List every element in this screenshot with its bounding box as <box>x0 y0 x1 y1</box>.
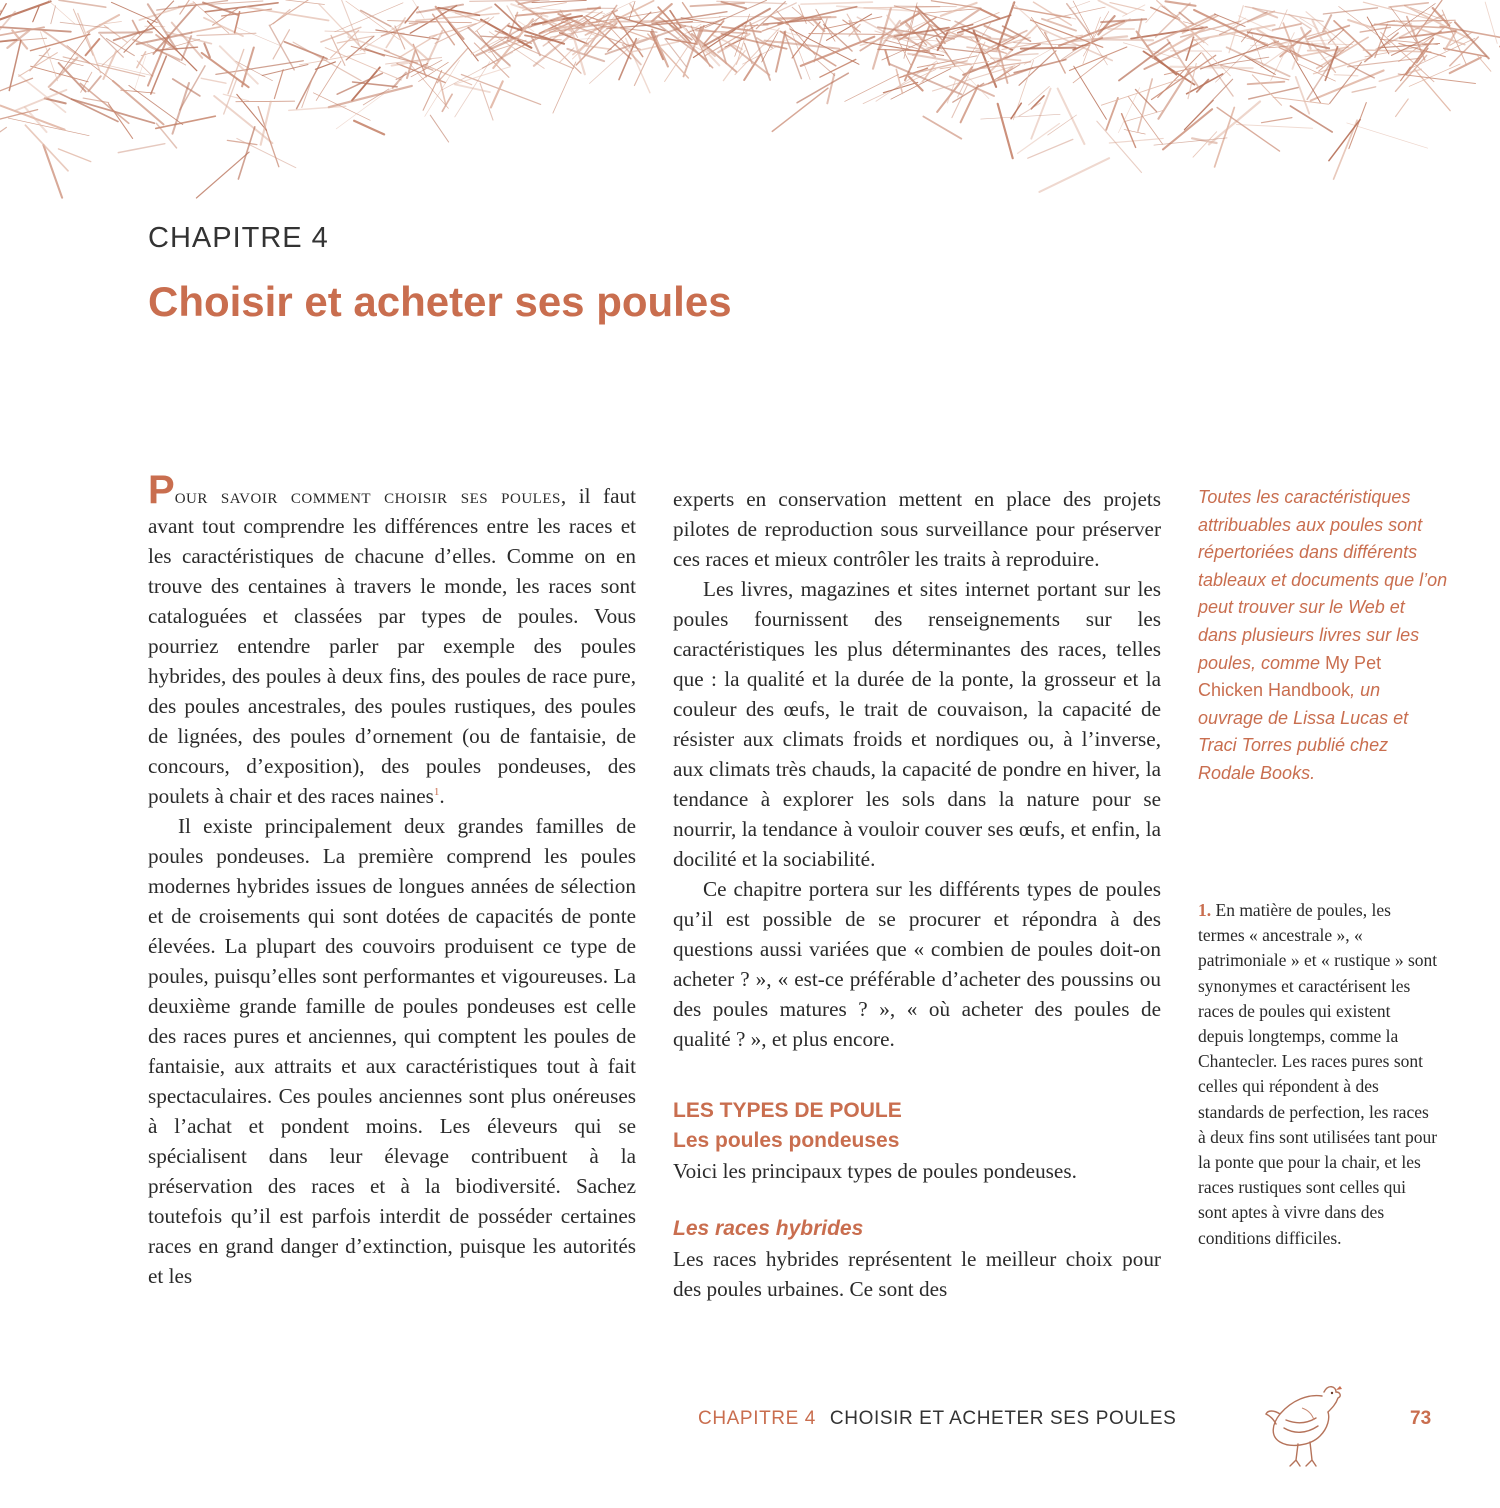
subsubsection-heading: Les races hybrides <box>673 1217 864 1240</box>
chapter-title: Choisir et acheter ses poules <box>148 278 732 325</box>
sidenote <box>1198 484 1448 788</box>
straw-header-illustration <box>0 0 1500 200</box>
paragraph: Voici les principaux types de poules pondeuses. <box>673 1159 1077 1183</box>
paragraph: experts en conservation mettent en place des projets pilotes de reproduction sous surveillance pour préserver ces races et mieux contrôler les traits à reproduire. <box>673 487 1161 571</box>
paragraph: Les livres, magazines et sites internet portant sur les poules fournissent des renseignements sur les caractéristiques les plus déterminantes des races, telles que : la qualité et la durée de la ponte, la grosseur et la couleur des œufs, le trait de couvaison, la capacité de résister aux climats froids et nordiques ou, à l’inverse, aux climats très chauds, la capacité de pondre en hiver, la tendance à explorer les sols dans la nature pour se nourrir, la tendance à vouloir couver ses œufs, et enfin, la docilité et la sociabilité. <box>673 577 1161 871</box>
section-heading: LES TYPES DE POULE <box>673 1099 902 1122</box>
footnote <box>1198 898 1438 1251</box>
paragraph: Ce chapitre portera sur les différents types de poules qu’il est possible de se procurer et répondra à des questions aussi variées que « combien de poules doit-on acheter ? », « est-ce préférable d’acheter des poussins ou des poules matures ? », « où acheter des poules de qualité ? », et plus encore. <box>673 877 1161 1051</box>
paragraph: Il existe principalement deux grandes familles de poules pondeuses. La première comprend les poules modernes hybrides issues de longues années de sélection et de croisements qui sont dotées de capacités de ponte élevées. La plupart des couvoirs produisent ce type de poules, puisqu’elles sont performantes et vigoureuses. La deuxième grande famille de poules pondeuses est celle des races pures et anciennes, qui comptent les poules de fantaisie, aux attraits et aux caractéristiques tout à fait spectaculaires. Ces poules anciennes sont plus onéreuses à l’achat et pondent moins. Les éleveurs qui se spécialisent dans leur élevage contribuent à la préservation des races et à la biodiversité. Sachez toutefois qu’il est parfois interdit de posséder certaines races en grand danger d’extinction, puisque les autorités et les <box>148 814 636 1288</box>
body-column-left <box>148 468 637 1291</box>
paragraph: Les races hybrides représentent le meilleur choix pour des poules urbaines. Ce sont des <box>673 1247 1161 1301</box>
footnote-text: En matière de poules, les termes « ancestrale », « patrimoniale » et « rustique » sont synonymes et caractérisent les races de poules qui existent depuis longtemps, comme la Chantecler. Les races pures sont celles qui répondent à des standards de perfection, les races à deux fins sont utilisées tant pour la ponte que pour la chair, et les races rustiques sont celles qui sont aptes à vivre dans des conditions difficiles. <box>1198 900 1438 1248</box>
page-number: 73 <box>1410 1408 1432 1429</box>
subsection-heading: Les poules pondeuses <box>673 1129 900 1152</box>
footnote-reference[interactable]: 1 <box>433 785 440 798</box>
book-title: My Pet Chicken Handbook <box>1198 652 1382 701</box>
hen-icon <box>1262 1380 1352 1472</box>
small-caps-lead: our savoir comment choisir ses poules <box>174 484 561 508</box>
drop-cap: P <box>148 468 175 512</box>
chapter-label: CHAPITRE 4 <box>148 222 329 254</box>
footer-title: CHOISIR ET ACHETER SES POULES <box>829 1408 1177 1429</box>
footer-chapter: CHAPITRE 4 <box>698 1408 816 1429</box>
running-footer <box>698 1408 1176 1430</box>
paragraph-text: , il faut avant tout comprendre les différences entre les races et les caractéristiques de chacune d’elles. Comme on en trouve des centaines à travers le monde, les races sont cataloguées et classées par types de poules. Vous pourriez entendre parler par exemple des poules hybrides, des poules à deux fins, des poules de race pure, des poules ancestrales, des poules rustiques, des poules de lignées, des poules d’ornement (ou de fantaisie, de concours, d’exposition), des poules pondeuses, des poulets à chair et des races naines <box>148 484 637 808</box>
sidenote-text-end: , un ouvrage de Lissa Lucas et Traci Torres publié chez Rodale Books. <box>1198 680 1409 783</box>
paragraph <box>148 468 637 811</box>
body-column-right <box>673 484 1161 1304</box>
sidenote-text: Toutes les caractéristiques attribuables aux poules sont répertoriées dans différents tableaux et documents que l’on peut trouver sur le Web et dans plusieurs livres sur les poules, comme <box>1198 487 1448 673</box>
paragraph-end: . <box>439 784 445 808</box>
footnote-number: 1. <box>1198 900 1212 920</box>
